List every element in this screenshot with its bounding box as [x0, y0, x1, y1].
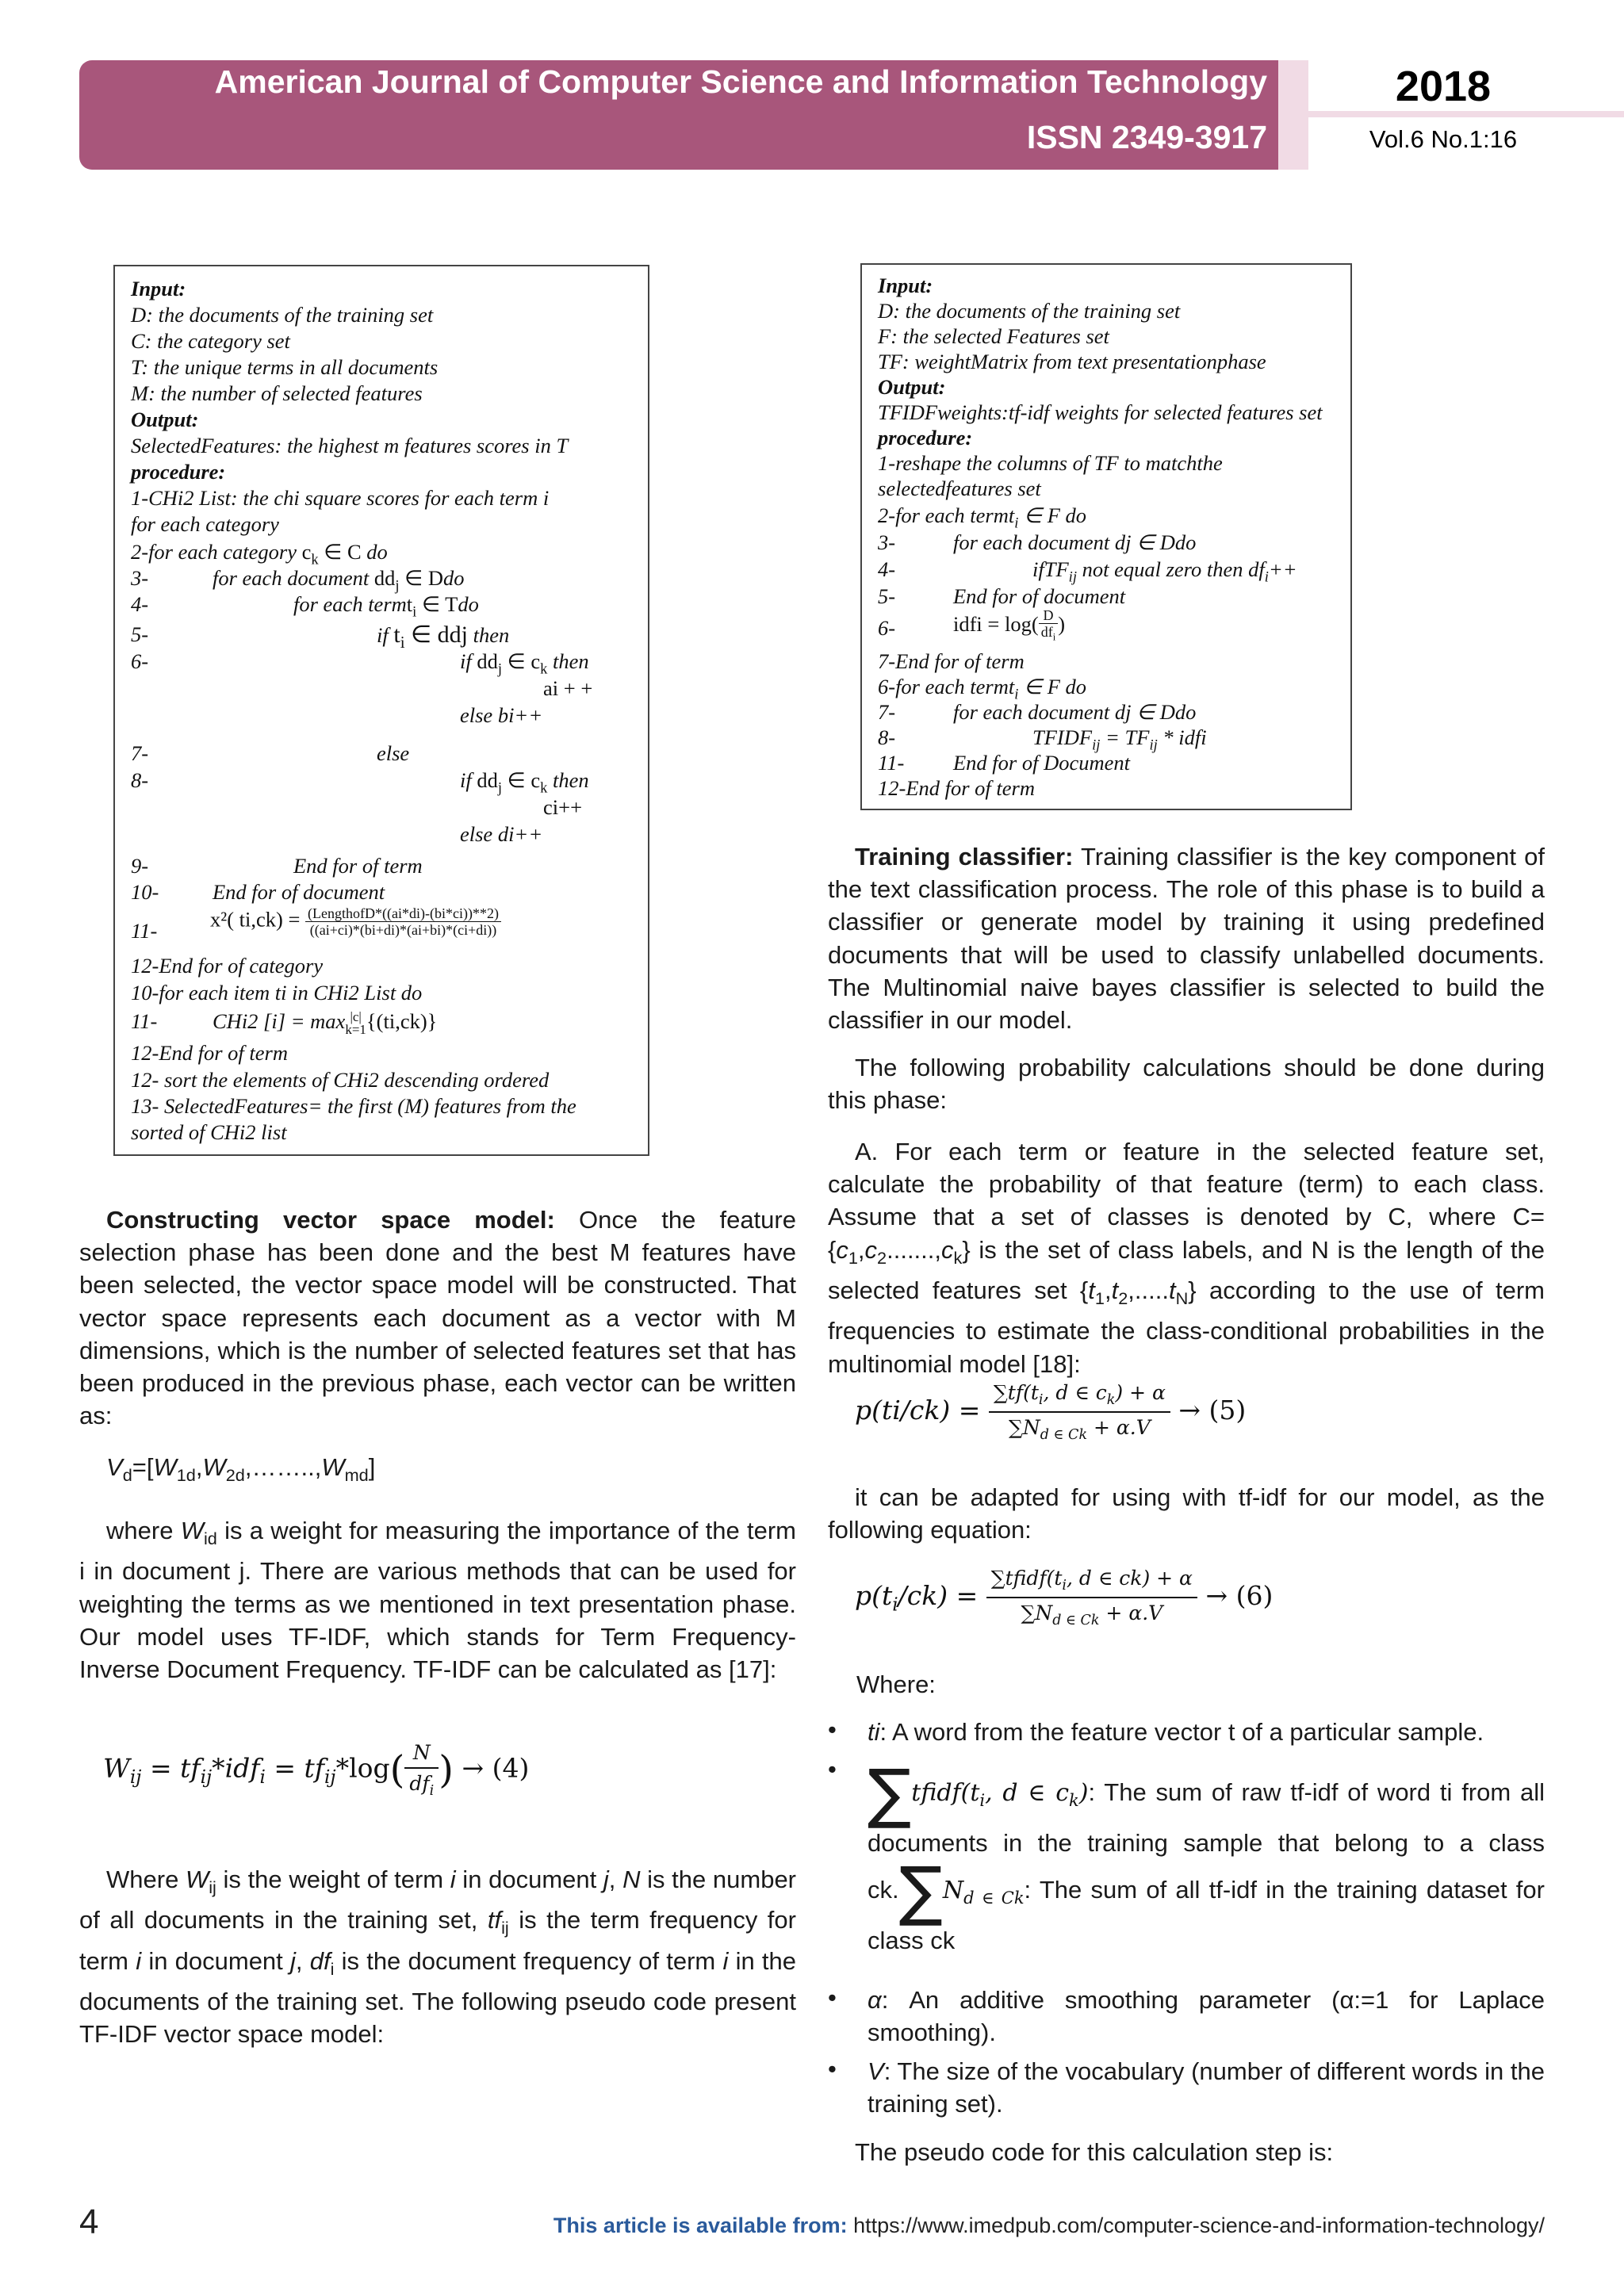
weight-paragraph: where $W_{id}$ is a weight for measuring the importance of the term i in document j. There are various methods that can be used for weighting the terms as we mentioned in text presentation phase. Our model uses TF-IDF, which stands for Term Frequency-Inverse Document Frequency. TF-IDF can be calculated as [17]:	[79, 1517, 797, 1683]
article-url[interactable]: https://www.imedpub.com/computer-science-and-information-technology/	[853, 2214, 1545, 2237]
page-number: 4	[79, 2202, 99, 2241]
header-divider	[1278, 60, 1308, 170]
journal-issn: ISSN 2349-3917	[1026, 119, 1267, 155]
bullet-dot: •	[828, 1984, 837, 2011]
tfidf-adaptation-paragraph: it can be adapted for using with tf-idf for our model, as the following equation:	[828, 1483, 1545, 1544]
bullet-dot: •	[828, 1716, 837, 1743]
where-paragraph: Where $W_{ij}$ is the weight of term i in document j, N is the number of all documents in the training set, $tf_{ij}$ is the term frequency for term i in document j, $df_i$ is the document frequency of term i in the documents of the training set. The following pseudo code present TF-IDF vector space model:	[79, 1866, 797, 2049]
availability-label: This article is available from:	[553, 2214, 848, 2237]
term-probability-paragraph: A. For each term or feature in the selected feature set, calculate the probability of that feature (term) to each class. Assume that a set of classes is denoted by C, where $C=\{c_1,c_2.......,c_k\}$ is the set of class labels, and N is the length of the selected features set $\{t_1,t_2,.....t_N\}$ according to the use of term frequencies to estimate the class-conditional probabilities in the multinomial model [18]:	[828, 1138, 1545, 1378]
bullet-vocab: V: The size of the vocabulary (number of different words in the training set).	[868, 2057, 1545, 2118]
pseudo-code-intro: The pseudo code for this calculation step is:	[855, 2138, 1334, 2166]
bullet-dot: •	[828, 2055, 837, 2083]
where-label: Where:	[856, 1670, 936, 1698]
bullet-sum-tfidf: $\sum tfidf(t_i$, d ∈ $c_k$): The sum of raw tf-idf of word ti from all documents in the training sample that belong to a class $ck.\sum N_{d \in Ck}$: The sum of all tf-idf in the training dataset for class ck	[868, 1756, 1545, 1955]
article-availability	[553, 2214, 1545, 2238]
bullet-dot: •	[828, 1755, 837, 1783]
bullet-ti: ti: A word from the feature vector t of a particular sample.	[868, 1718, 1484, 1746]
chi2-algorithm-box: Input: D: the documents of the training set C: the category set T: the unique terms in all documents M: the number of selected features Output: SelectedFeatures: the highest m features scores in T procedure: 1-CHi2 List: the chi square scores for each term i for each category 2-for each category $c_k$ ∈ C do 3- for each document $dd_j$ ∈ Ddo 4- for each termt$_i$ ∈ Tdo 5- if $t_i$ ∈ ddj then 6- if $dd_j$ ∈ $c_k$ then ai + + else bi++ 7- else 8- if $dd_j$ ∈ $c_k$ then ci++ else di++ 9- End for of term 10- End for of document 11- x²( ti,ck) = $\frac{\text{(LengthofD*((ai*di)-(bi*ci))**2)}}{((ai+ci)*(bi+di)*(ai+bi)*(ci+di))}$ 12-End for of category 10-for each item ti in CHi2 List do 11- CHi2 [i] = max |c| k=1{(ti,ck)} 12-End for of term 12- sort the elements of CHi2 descending ordered 13- SelectedFeatures= the first (M) features from the sorted of CHi2 list	[113, 265, 649, 1156]
equation-6: $p(t_i/ck)$ = $\sum tfidf(t_i$, d ∈ ck) + α $\sum N_{d \in Ck} + \alpha.V$ → (6)	[855, 1567, 1274, 1628]
vector-space-paragraph: Constructing vector space model: Once the feature selection phase has been done and the best M features have been selected, the vector space model will be constructed. That vector space represents each document as a vector with M dimensions, which is the number of selected features set that has been produced in the previous phase, each vector can be written as:	[79, 1206, 796, 1430]
journal-title: American Journal of Computer Science and Information Technology	[214, 63, 1267, 100]
vector-definition: $V_d=[W_{1d},W_{2d},\dots\dots..,W_{md}]$	[106, 1453, 376, 1486]
header-rule	[1308, 111, 1624, 117]
journal-volume: Vol.6 No.1:16	[1369, 125, 1518, 153]
probability-intro: The following probability calculations should be done during this phase:	[828, 1054, 1545, 1115]
equation-4: $W_{ij} = tf_{ij}*idf_i = tf_{ij}*\log$( N $df_i$ ) → (4)	[103, 1741, 530, 1799]
journal-year: 2018	[1395, 63, 1492, 110]
tfidf-algorithm-box: Input: D: the documents of the training set F: the selected Features set TF: weightMatrix from text presentationphase Output: TFIDFweights:tf-idf weights for selected features set procedure: 1-reshape the columns of TF to matchthe selectedfeatures set 2-for each termt$_i$ ∈ F do 3- for each document dj ∈ Ddo 4- ifTF$_{ij}$ not equal zero then $df_i++$ 5- End for of document 6- idfi = log( $\frac{D}{df_i}$ ) 7-End for of term 6-for each termt$_i$ ∈ F do 7- for each document dj ∈ Ddo 8- $TFIDF_{ij} = TF_{ij}$ * idfi 11- End for of Document 12-End for of term	[860, 263, 1352, 810]
bullet-alpha: α: An additive smoothing parameter (α:=1 for Laplace smoothing).	[868, 1986, 1545, 2047]
training-classifier-paragraph: Training classifier: Training classifier is the key component of the text classification process. The role of this phase is to build a classifier or generate model by training it using predefined documents that will be used to classify unlabelled documents. The Multinomial naive bayes classifier is selected to build the classifier in our model.	[828, 843, 1545, 1035]
equation-5: p(ti/ck) = $\frac{\sum tf(t_i, d \in c_k) + \alpha}{\sum N_{d \in Ck} + \alpha.V}$ → (5)	[855, 1381, 1247, 1443]
